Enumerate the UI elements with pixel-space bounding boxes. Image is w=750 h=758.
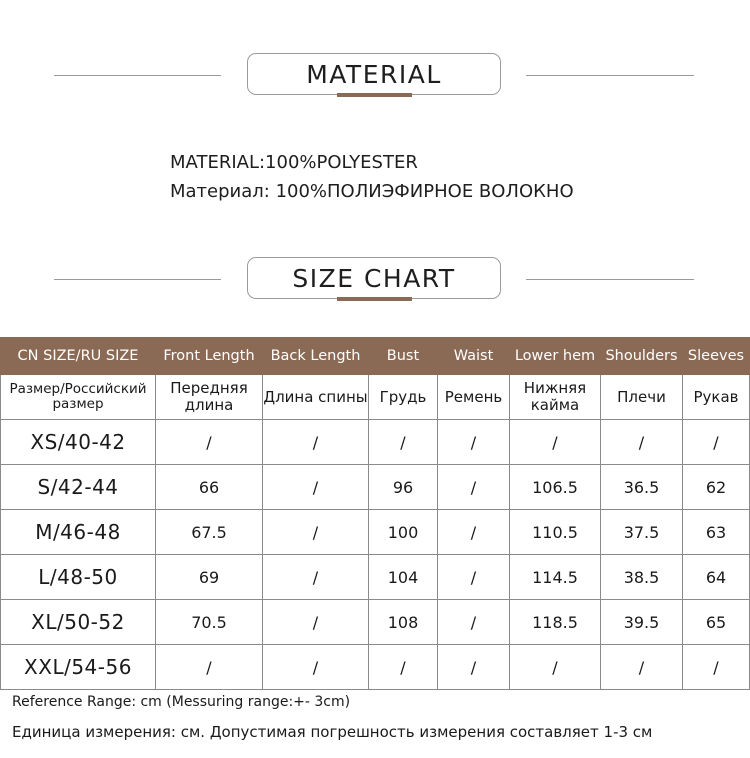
lower-hem-cell: 114.5 [510,555,601,600]
waist-cell: / [438,600,510,645]
material-section-header [0,53,750,103]
shoulders-cell: 38.5 [601,555,683,600]
lower-hem-cell: 118.5 [510,600,601,645]
shoulders-cell: 36.5 [601,465,683,510]
ru-header-bust: Грудь [369,375,438,420]
header-sleeves: Sleeves [683,338,750,375]
table-row [1,465,750,510]
bust-cell: 100 [369,510,438,555]
header-waist: Waist [438,338,510,375]
lower-hem-cell: 106.5 [510,465,601,510]
header-shoulders: Shoulders [601,338,683,375]
lower-hem-cell: 110.5 [510,510,601,555]
shoulders-cell: 37.5 [601,510,683,555]
header-front-length: Front Length [156,338,263,375]
front-length-cell: 66 [156,465,263,510]
size-chart-table [0,337,750,690]
front-length-cell: 70.5 [156,600,263,645]
divider-line-right [526,279,694,280]
waist-cell: / [438,510,510,555]
ru-header-sleeves: Рукав [683,375,750,420]
lower-hem-cell: / [510,420,601,465]
ru-header-front-length: Передняя длина [156,375,263,420]
bust-cell: 96 [369,465,438,510]
sleeves-cell: 62 [683,465,750,510]
front-length-cell: / [156,420,263,465]
title-underline [337,297,412,301]
back-length-cell: / [263,645,369,690]
table-row [1,555,750,600]
header-row-ru [1,375,750,420]
back-length-cell: / [263,555,369,600]
size-cell: XS/40-42 [1,420,156,465]
divider-line-left [54,75,221,76]
header-row-en [1,338,750,375]
size-cell: XXL/54-56 [1,645,156,690]
size-chart-section-header [0,257,750,307]
sleeves-cell: / [683,420,750,465]
bust-cell: / [369,645,438,690]
sleeves-cell: 64 [683,555,750,600]
front-length-cell: 67.5 [156,510,263,555]
header-bust: Bust [369,338,438,375]
size-chart-title: SIZE CHART [247,257,501,299]
shoulders-cell: / [601,420,683,465]
header-cn-ru-size: CN SIZE/RU SIZE [1,338,156,375]
bust-cell: / [369,420,438,465]
ru-header-lower-hem: Нижняя кайма [510,375,601,420]
size-cell: M/46-48 [1,510,156,555]
waist-cell: / [438,465,510,510]
back-length-cell: / [263,420,369,465]
reference-range-note: Reference Range: cm (Messuring range:+- 3cm) [12,694,351,710]
table-row [1,600,750,645]
header-back-length: Back Length [263,338,369,375]
lower-hem-cell: / [510,645,601,690]
table-row [1,645,750,690]
waist-cell: / [438,555,510,600]
shoulders-cell: 39.5 [601,600,683,645]
divider-line-left [54,279,221,280]
table-row [1,510,750,555]
size-cell: S/42-44 [1,465,156,510]
back-length-cell: / [263,600,369,645]
ru-header-size: Размер/Российский размер [1,375,156,420]
front-length-cell: / [156,645,263,690]
shoulders-cell: / [601,645,683,690]
divider-line-right [526,75,694,76]
material-line-en: MATERIAL:100%POLYESTER [170,152,418,173]
back-length-cell: / [263,465,369,510]
size-cell: XL/50-52 [1,600,156,645]
sleeves-cell: 65 [683,600,750,645]
material-line-ru: Материал: 100%ПОЛИЭФИРНОЕ ВОЛОКНО [170,181,574,202]
waist-cell: / [438,645,510,690]
material-title: MATERIAL [247,53,501,95]
back-length-cell: / [263,510,369,555]
ru-header-back-length: Длина спины [263,375,369,420]
sleeves-cell: / [683,645,750,690]
waist-cell: / [438,420,510,465]
front-length-cell: 69 [156,555,263,600]
size-cell: L/48-50 [1,555,156,600]
measurement-note-ru: Единица измерения: см. Допустимая погрешность измерения составляет 1-3 см [12,723,653,741]
ru-header-shoulders: Плечи [601,375,683,420]
header-lower-hem: Lower hem [510,338,601,375]
bust-cell: 104 [369,555,438,600]
bust-cell: 108 [369,600,438,645]
ru-header-waist: Ремень [438,375,510,420]
title-underline [337,93,412,97]
sleeves-cell: 63 [683,510,750,555]
table-row [1,420,750,465]
